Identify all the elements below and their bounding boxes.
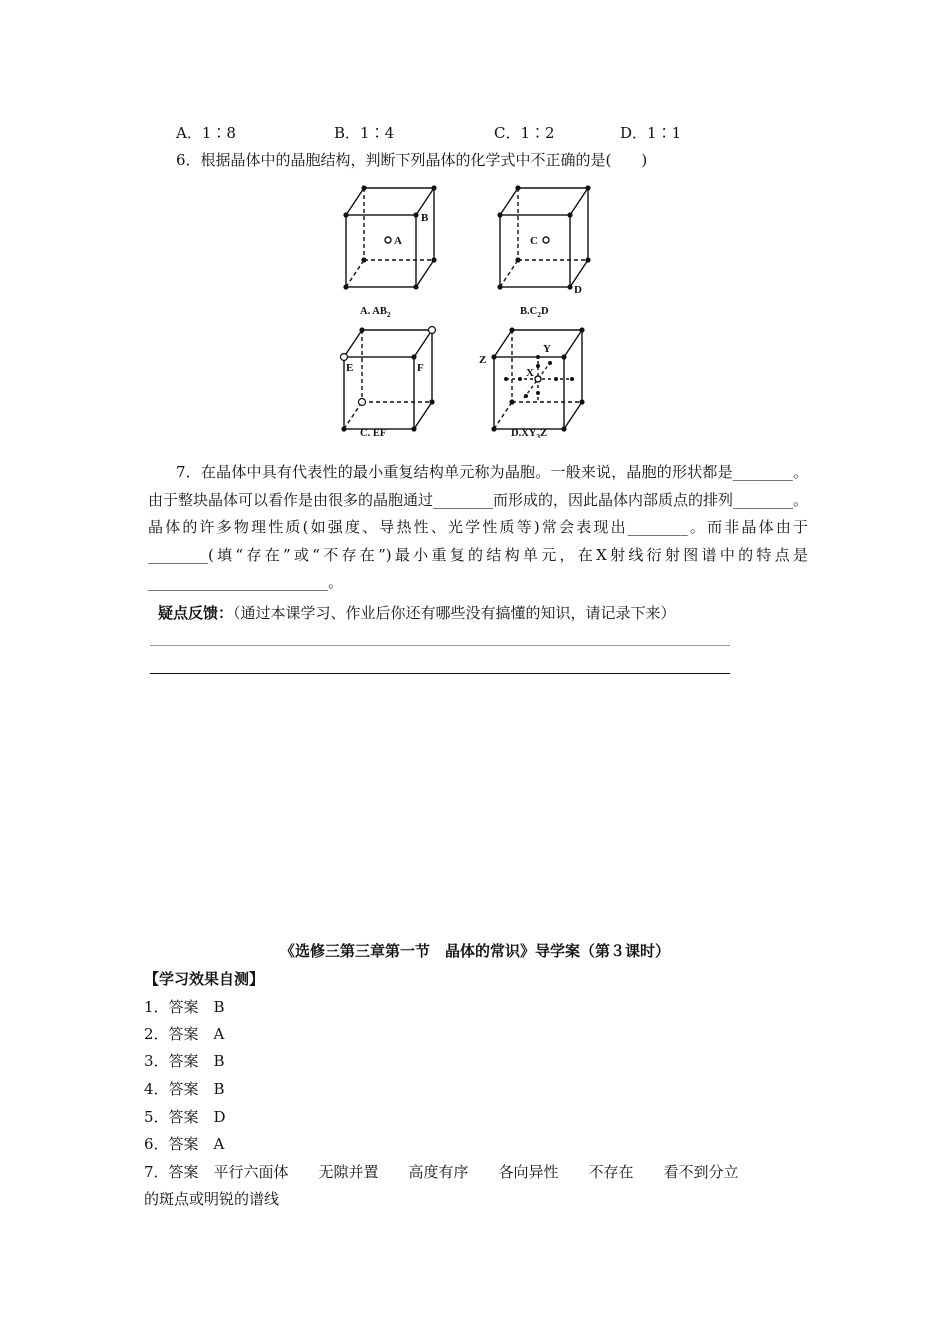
answer-7-line2: 的斑点或明锐的谱线 (144, 1190, 280, 1208)
caption-c: C. EF (360, 428, 387, 438)
answer-5: 5．答案 D (144, 1108, 226, 1126)
q5-option-c: C．1∶2 (494, 124, 555, 142)
answer-2: 2．答案 A (144, 1025, 225, 1043)
answers-section: 【学习效果自测】 (144, 970, 265, 988)
q6-stem: 6．根据晶体中的晶胞结构，判断下列晶体的化学式中不正确的是( ) (176, 151, 648, 169)
feedback-line (158, 603, 676, 623)
label-x: X (526, 367, 534, 379)
feedback-line-2 (150, 673, 730, 674)
answer-6: 6．答案 A (144, 1135, 225, 1153)
feedback-line-1 (150, 645, 730, 646)
crystal-cells-figure (330, 180, 610, 438)
cell-b (500, 188, 588, 287)
label-y: Y (543, 343, 551, 355)
q5-option-d: D．1∶1 (620, 124, 682, 142)
q7-text: 7．在晶体中具有代表性的最小重复结构单元称为晶胞。一般来说，晶胞的形状都是________。由于整块晶体可以看作是由很多的晶胞通过________而形成的，因此晶体内部质点的排列________。晶体的许多物理性质(如强度、导热性、光学性质等)常会表现出________。而非晶体由于________(填“存在”或“不存在”)最小重复的结构单元，在X射线衍射图谱中的特点是________________________。 (148, 463, 809, 591)
label-f: F (417, 362, 424, 374)
q5-option-a: A．1∶8 (176, 124, 236, 142)
label-d: D (574, 284, 582, 296)
feedback-text: （通过本课学习、作业后你还有哪些没有搞懂的知识，请记录下来） (233, 604, 676, 622)
caption-b: $B.C_2D$ (520, 306, 549, 319)
q5-option-b: B．1∶4 (334, 124, 395, 142)
label-e: E (346, 362, 354, 374)
label-b: B (421, 212, 429, 224)
answer-4: 4．答案 B (144, 1080, 225, 1098)
label-a: A (394, 235, 402, 247)
cell-a (346, 188, 434, 287)
answer-7-line1: 7．答案 平行六面体 无隙并置 高度有序 各向异性 不存在 看不到分立 (144, 1163, 739, 1181)
cell-c (344, 330, 432, 429)
answers-title: 《选修三第三章第一节 晶体的常识》导学案（第３课时） (279, 942, 670, 960)
label-z: Z (479, 354, 487, 366)
answer-3: 3．答案 B (144, 1052, 225, 1070)
label-c: C (530, 235, 538, 247)
caption-a: A. $AB_2$ (360, 306, 391, 319)
q7-paragraph (148, 459, 808, 597)
feedback-label: 疑点反馈： (158, 604, 234, 622)
caption-d: $D.XY_3Z$ (511, 428, 548, 438)
answer-1: 1．答案 B (144, 998, 225, 1016)
